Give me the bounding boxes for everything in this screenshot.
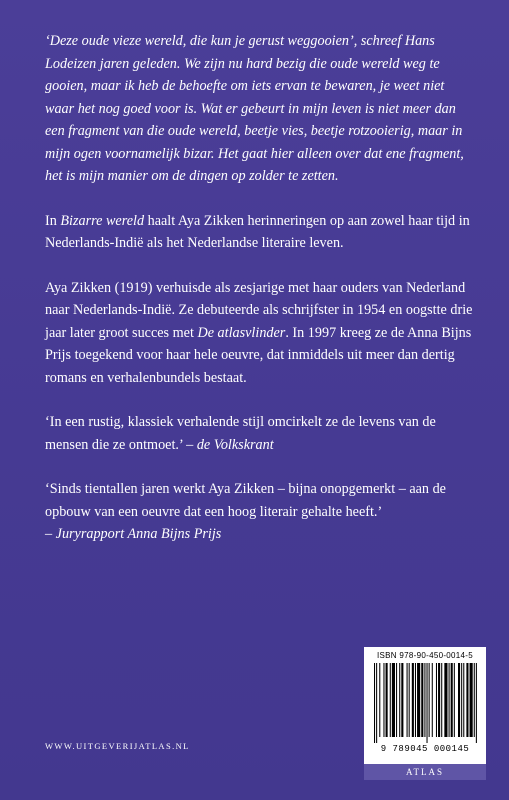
intro-text: , schreef Hans Lodeizen jaren geleden. We zijn nu hard bezig die oude wereld weg te gooien, maar ik heb de behoefte om iets ervan te bewaren, je weet niet waar het nog goed voor is. Wat er gebeurt in mijn leven is niet meer dan een fragment van die oude wereld, beetje vies, beetje rotzooierig, maar in mijn ogen voornamelijk bizar. Het gaat hier alleen over dat ene fragment, het is mijn manier om de dingen op zolder te zetten. (45, 33, 464, 184)
review-quote-volkskrant (45, 411, 475, 456)
intro-quote: ‘Deze oude vieze wereld, die kun je gerust weggooien’ (45, 33, 354, 49)
blurb-text (45, 30, 475, 568)
review2-quote: ‘Sinds tientallen jaren werkt Aya Zikken – bijna onopgemerkt – aan de opbouw van een oeuvre dat een hoog literair gehalte heeft.’ (45, 481, 446, 520)
review2-source: Juryrapport Anna Bijns Prijs (55, 526, 222, 542)
author-bio-paragraph (45, 277, 475, 390)
summary-post: haalt Aya Zikken herinneringen op aan zowel haar tijd in Nederlands-Indië als het Nederlandse literaire leven. (45, 212, 470, 251)
isbn-label: ISBN 978-90-450-0014-5 (377, 651, 473, 660)
summary-pre: In (45, 212, 61, 229)
barcode-panel (364, 647, 486, 764)
review1-quote: ‘In een rustig, klassiek verhalende stijl omcirkelt ze de levens van de mensen die ze ontmoet.’ (45, 414, 436, 453)
publisher-logo: ATLAS (364, 764, 486, 780)
review2-dash: – (45, 526, 56, 542)
review1-source: de Volkskrant (196, 436, 274, 453)
intro-paragraph (45, 30, 475, 188)
review1-dash: – (182, 436, 197, 453)
book-title: Bizarre wereld (60, 212, 145, 229)
review-quote-jury (45, 478, 475, 546)
summary-paragraph (45, 210, 475, 255)
publisher-website: WWW.UITGEVERIJATLAS.NL (45, 741, 190, 751)
bio-pre: Aya Zikken (1919) verhuisde als zesjarige met haar ouders van Nederland naar Nederlands-Indië. Ze debuteerde als schrijfster in 1954 en oogstte drie jaar later groot succes met (45, 279, 473, 341)
barcode-icon (370, 663, 480, 743)
bio-post: . In 1997 kreeg ze de Anna Bijns Prijs toegekend voor haar hele oeuvre, dat inmiddels uit meer dan dertig romans en verhalenbundels bestaat. (45, 324, 472, 386)
earlier-book-title: De atlasvlinder (197, 324, 286, 341)
barcode-number: 9 789045 000145 (380, 744, 470, 754)
